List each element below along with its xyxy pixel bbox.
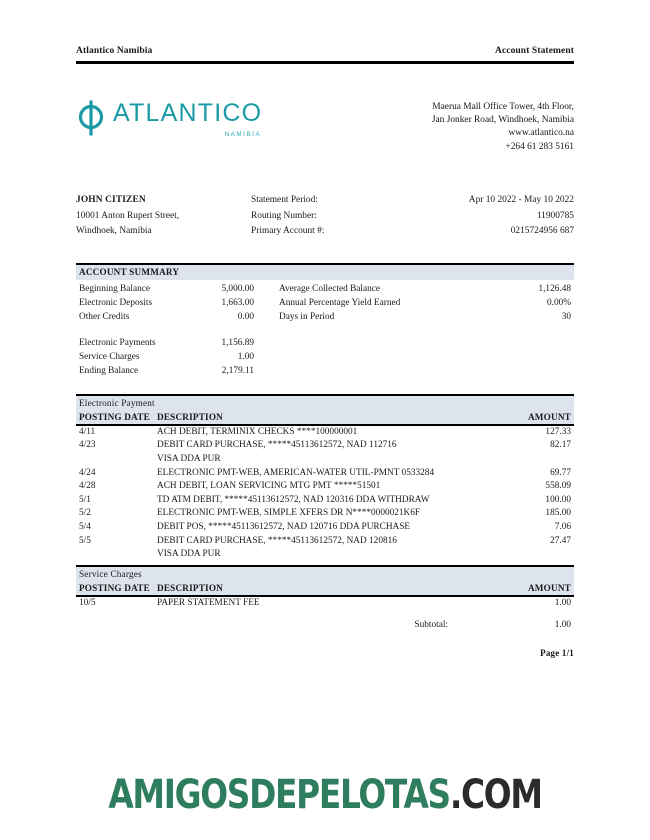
brand-name: ATLANTICO [113,99,263,127]
cell-description-line-1: DEBIT CARD PURCHASE, *****45113612572, NAD 112716 [157,440,397,451]
column-header-amount: AMOUNT [527,582,571,593]
account-summary-band [76,265,574,280]
table-row [76,535,574,562]
summary-spacer [76,325,276,336]
column-header-amount: AMOUNT [527,411,571,422]
cell-amount: 7.06 [554,521,571,532]
electronic-payment-section [76,394,574,585]
summary-value: 0.00 [237,312,254,323]
table-row [76,467,574,481]
page-number: Page 1/1 [540,648,574,658]
statement-detail-row [251,209,574,225]
account-summary-title: ACCOUNT SUMMARY [79,267,180,278]
summary-row [76,350,276,364]
cell-amount: 69.77 [550,467,571,478]
cell-amount: 185.00 [545,508,571,519]
statement-detail-row [251,193,574,209]
cell-amount: 100.00 [545,494,571,505]
column-header-description: DESCRIPTION [157,582,224,593]
cell-description-line-1: ELECTRONIC PMT-WEB, AMERICAN-WATER UTIL-PMNT 0533284 [157,467,435,478]
cell-description [157,426,481,440]
service-charges-subtotal-row [76,619,574,633]
summary-label: Ending Balance [79,365,139,376]
statement-details-list [251,193,574,240]
cell-posting-date: 4/23 [79,440,96,451]
bank-address-line-1: Maerua Mall Office Tower, 4th Floor, [432,102,574,112]
table-row [76,507,574,521]
electronic-payment-title: Electronic Payment [79,398,155,409]
table-row [76,494,574,508]
cell-description [157,521,481,535]
running-header-right: Account Statement [494,46,574,56]
summary-row [76,296,276,310]
cell-description-line-1: DEBIT POS, *****45113612572, NAD 120716 DDA PURCHASE [157,521,411,532]
statement-detail-label: Routing Number: [251,210,317,221]
bank-website: www.atlantico.na [508,128,574,139]
summary-label: Service Charges [79,351,140,362]
summary-value: 1,156.89 [221,337,254,348]
running-header [76,46,574,56]
cell-description-line-1: PAPER STATEMENT FEE [157,597,260,608]
cell-description-line-1: ACH DEBIT, LOAN SERVICING MTG PMT *****51501 [157,481,381,492]
electronic-payment-rows [76,426,574,562]
cell-posting-date: 5/1 [79,494,91,505]
summary-label: Other Credits [79,312,130,323]
customer-name: JOHN CITIZEN [76,195,146,205]
service-charges-column-headers [76,582,574,596]
summary-row [276,310,574,324]
watermark [59,772,592,818]
watermark-suffix: .COM [449,772,542,818]
bank-address-block [314,101,574,154]
running-header-left: Atlantico Namibia [76,46,153,56]
summary-value: 2,179.11 [221,365,254,376]
summary-row [76,364,276,378]
column-header-posting-date: POSTING DATE [79,582,150,593]
cell-description-line-1: ELECTRONIC PMT-WEB, SIMPLE XFERS DR N****0000021K6F [157,508,421,519]
cell-description [157,467,481,481]
account-summary-left-column [76,282,276,378]
table-row [76,426,574,440]
summary-label: Electronic Deposits [79,298,153,309]
brand-logo [76,98,262,138]
table-row [76,480,574,494]
statement-detail-label: Statement Period: [251,195,318,205]
service-charges-subtotal-amount: 1.00 [554,620,571,631]
summary-value: 1,126.48 [538,283,571,294]
cell-amount: 27.47 [550,535,571,546]
cell-description-line-1: TD ATM DEBIT, *****45113612572, NAD 120316 DDA WITHDRAW [157,494,430,505]
service-charges-section [76,565,574,633]
table-row [76,521,574,535]
account-summary-right-column [276,282,574,378]
statement-detail-value: 0215724956 687 [510,226,574,236]
summary-value: 0.00% [546,298,571,309]
bank-phone: +264 61 283 5161 [505,141,574,152]
cell-description [157,507,481,521]
cell-description [157,494,481,508]
service-charges-band [76,567,574,582]
cell-posting-date: 10/5 [79,597,96,608]
cell-amount: 558.09 [545,481,571,492]
service-charges-subtotal-label: Subtotal: [414,620,448,631]
cell-posting-date: 4/11 [79,426,96,437]
cell-posting-date: 4/28 [79,481,96,492]
cell-description [157,439,481,466]
cell-amount: 1.00 [554,597,571,608]
cell-description [157,535,481,562]
summary-label: Days in Period [279,312,335,323]
summary-label: Beginning Balance [79,283,150,294]
statement-detail-row [251,224,574,240]
cell-amount: 127.33 [545,426,571,437]
cell-posting-date: 5/4 [79,521,91,532]
summary-label: Electronic Payments [79,337,156,348]
cell-amount: 82.17 [550,440,571,451]
summary-label: Annual Percentage Yield Earned [279,298,401,309]
summary-row [276,282,574,296]
cell-description-line-1: ACH DEBIT, TERMINIX CHECKS ****100000001 [157,426,358,437]
watermark-primary: AMIGOSDEPELOTAS [108,772,450,818]
summary-value: 5,000.00 [221,283,254,294]
statement-detail-value: 11900785 [536,210,574,221]
column-header-description: DESCRIPTION [157,411,224,422]
cell-description-line-2: VISA DDA PUR [157,549,221,560]
summary-value: 1,663.00 [221,298,254,309]
summary-row [276,296,574,310]
summary-label: Average Collected Balance [279,283,381,294]
table-row [76,439,574,466]
electronic-payment-column-headers [76,411,574,425]
statement-detail-value: Apr 10 2022 - May 10 2022 [468,195,574,205]
customer-address-block [76,193,251,240]
cell-posting-date: 5/2 [79,508,91,519]
customer-address-line-1: 10001 Anton Rupert Street, [76,210,180,221]
cell-posting-date: 4/24 [79,467,96,478]
cell-description-line-2: VISA DDA PUR [157,453,221,464]
header-divider-rule [76,61,574,64]
statement-detail-label: Primary Account #: [251,226,325,236]
bank-address-line-2: Jan Jonker Road, Windhoek, Namibia [431,115,574,126]
cell-description [157,597,481,611]
summary-value: 30 [561,312,571,323]
phi-symbol-icon [76,98,106,138]
service-charges-rows [76,597,574,611]
summary-row [76,282,276,296]
summary-row [76,310,276,324]
summary-row [76,336,276,350]
customer-address-line-2: Windhoek, Namibia [76,226,152,236]
cell-description-line-1: DEBIT CARD PURCHASE, *****45113612572, NAD 120816 [157,535,397,546]
cell-posting-date: 5/5 [79,535,91,546]
column-header-posting-date: POSTING DATE [79,411,150,422]
brand-subtitle: NAMIBIA [224,131,262,138]
statement-meta-section [76,193,574,240]
electronic-payment-band [76,396,574,411]
service-charges-title: Service Charges [79,569,142,580]
account-summary-section [76,263,574,378]
table-row [76,597,574,611]
cell-description [157,480,481,494]
summary-value: 1.00 [237,351,254,362]
